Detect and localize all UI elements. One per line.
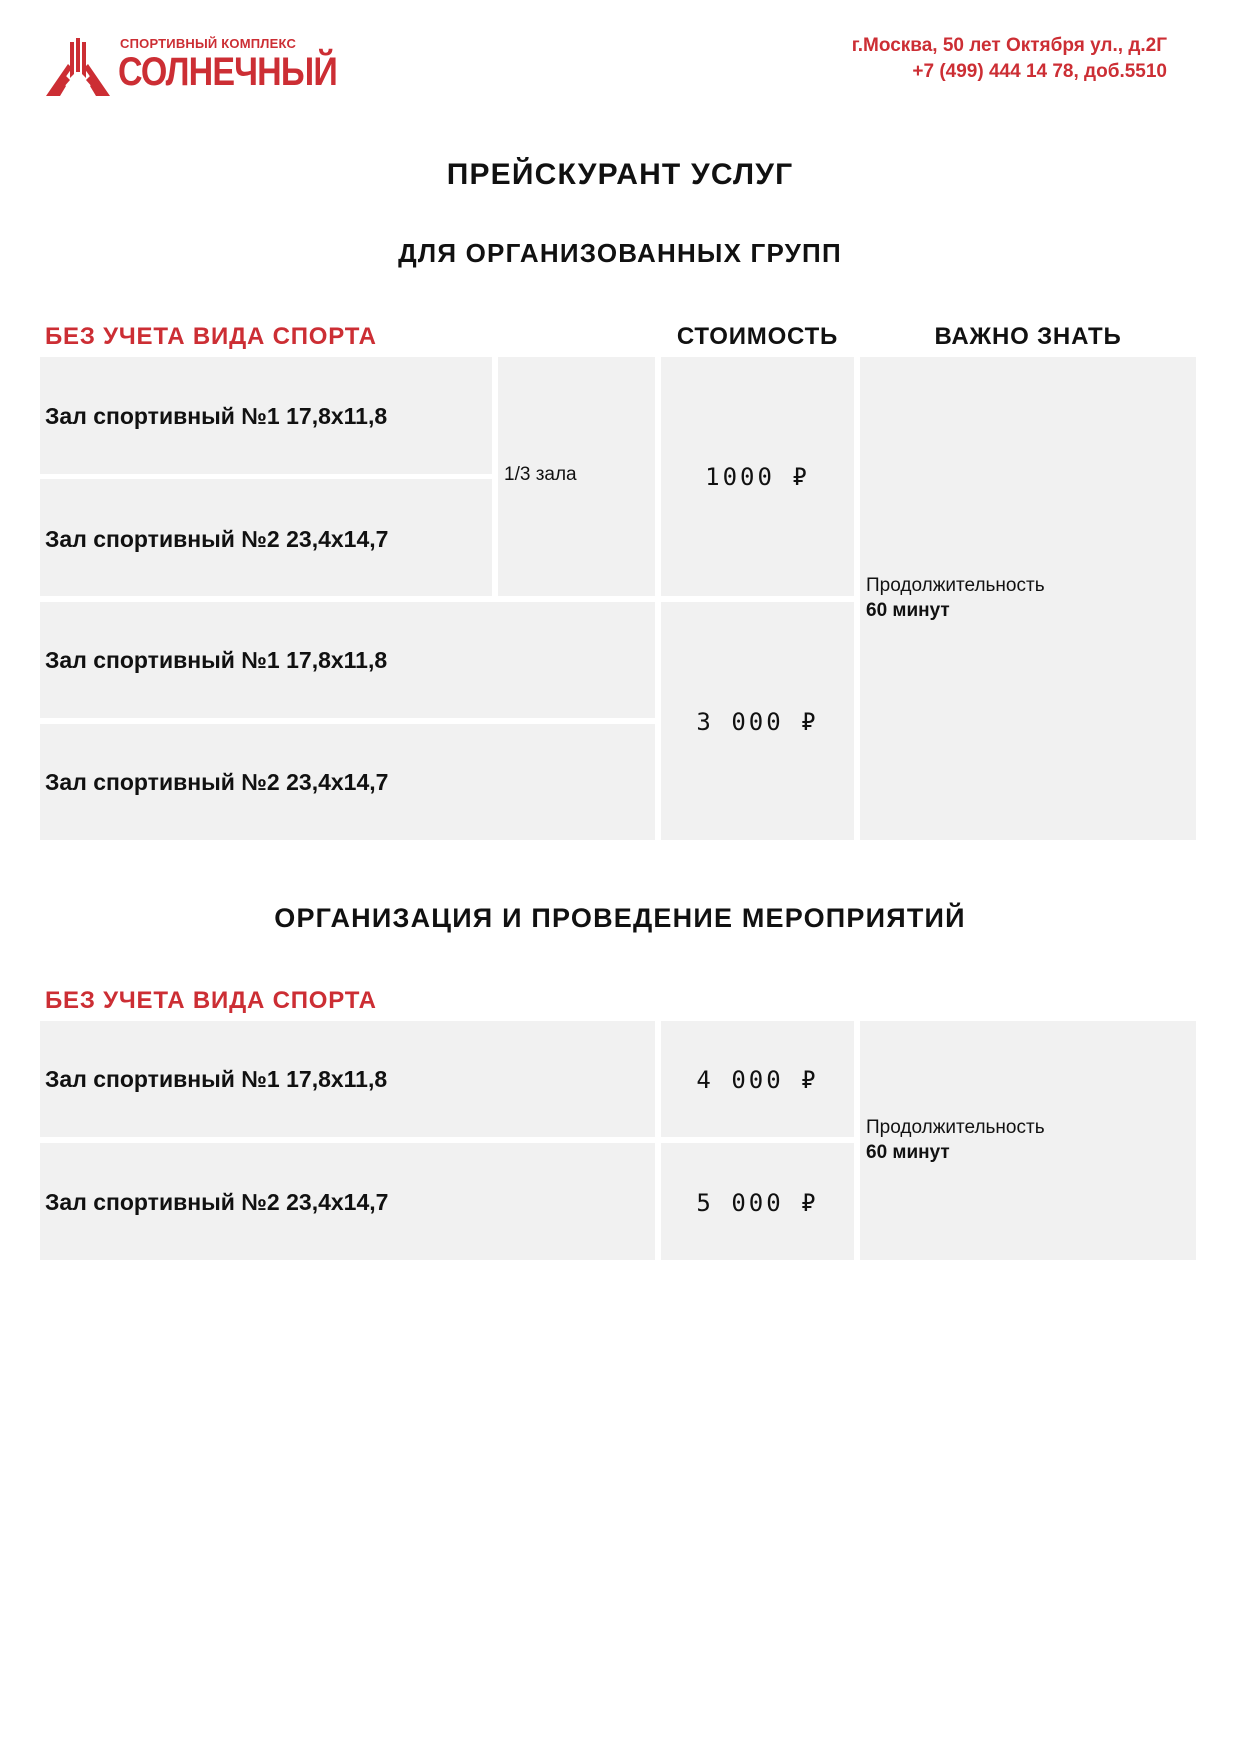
price-value: 4 000 ₽ — [696, 1066, 819, 1094]
hall-portion-cell — [498, 357, 655, 596]
table-row — [40, 602, 655, 718]
table-row — [40, 479, 492, 596]
price-cell — [661, 602, 854, 840]
duration-note — [866, 1115, 1045, 1165]
hall-name: Зал спортивный №1 17,8х11,8 — [45, 403, 388, 429]
section1-title: ДЛЯ ОРГАНИЗОВАННЫХ ГРУПП — [398, 238, 842, 268]
sun-rays-logo-icon — [46, 38, 110, 100]
section2-column-category: БЕЗ УЧЕТА ВИДА СПОРТА — [45, 987, 377, 1014]
hall-name: Зал спортивный №1 17,8х11,8 — [45, 1066, 388, 1092]
price-cell — [661, 1143, 854, 1260]
price-value: 1000 ₽ — [705, 463, 810, 491]
table-row — [40, 1021, 655, 1137]
hall-name: Зал спортивный №2 23,4х14,7 — [45, 526, 389, 552]
page-title: ПРЕЙСКУРАНТ УСЛУГ — [446, 158, 794, 191]
hall-portion-label: 1/3 зала — [504, 464, 577, 485]
price-cell — [661, 357, 854, 596]
price-cell — [661, 1021, 854, 1137]
logo-subtitle: СПОРТИВНЫЙ КОМПЛЕКС — [120, 36, 297, 51]
table-row — [40, 1143, 655, 1260]
hall-name: Зал спортивный №2 23,4х14,7 — [45, 1189, 389, 1215]
logo — [46, 36, 336, 104]
phone: +7 (499) 444 14 78, доб.5510 — [912, 61, 1167, 82]
logo-name: СОЛНЕЧНЫЙ — [118, 50, 337, 94]
table-row — [40, 357, 492, 474]
price-value: 3 000 ₽ — [696, 708, 819, 736]
section1-column-price: СТОИМОСТЬ — [676, 323, 839, 350]
section1-column-category: БЕЗ УЧЕТА ВИДА СПОРТА — [45, 323, 377, 350]
duration-label: Продолжительность — [866, 575, 1045, 596]
info-cell — [860, 1021, 1196, 1260]
address: г.Москва, 50 лет Октября ул., д.2Г — [851, 35, 1167, 56]
duration-value: 60 минут — [866, 1142, 950, 1163]
duration-label: Продолжительность — [866, 1117, 1045, 1138]
price-value: 5 000 ₽ — [696, 1189, 819, 1217]
section2-title: ОРГАНИЗАЦИЯ И ПРОВЕДЕНИЕ МЕРОПРИЯТИЙ — [274, 903, 966, 933]
duration-value: 60 минут — [866, 600, 950, 621]
duration-note — [866, 573, 1045, 623]
hall-name: Зал спортивный №1 17,8х11,8 — [45, 647, 388, 673]
table-row — [40, 724, 655, 840]
section1-column-info: ВАЖНО ЗНАТЬ — [934, 323, 1122, 350]
hall-name: Зал спортивный №2 23,4х14,7 — [45, 769, 389, 795]
info-cell — [860, 357, 1196, 840]
